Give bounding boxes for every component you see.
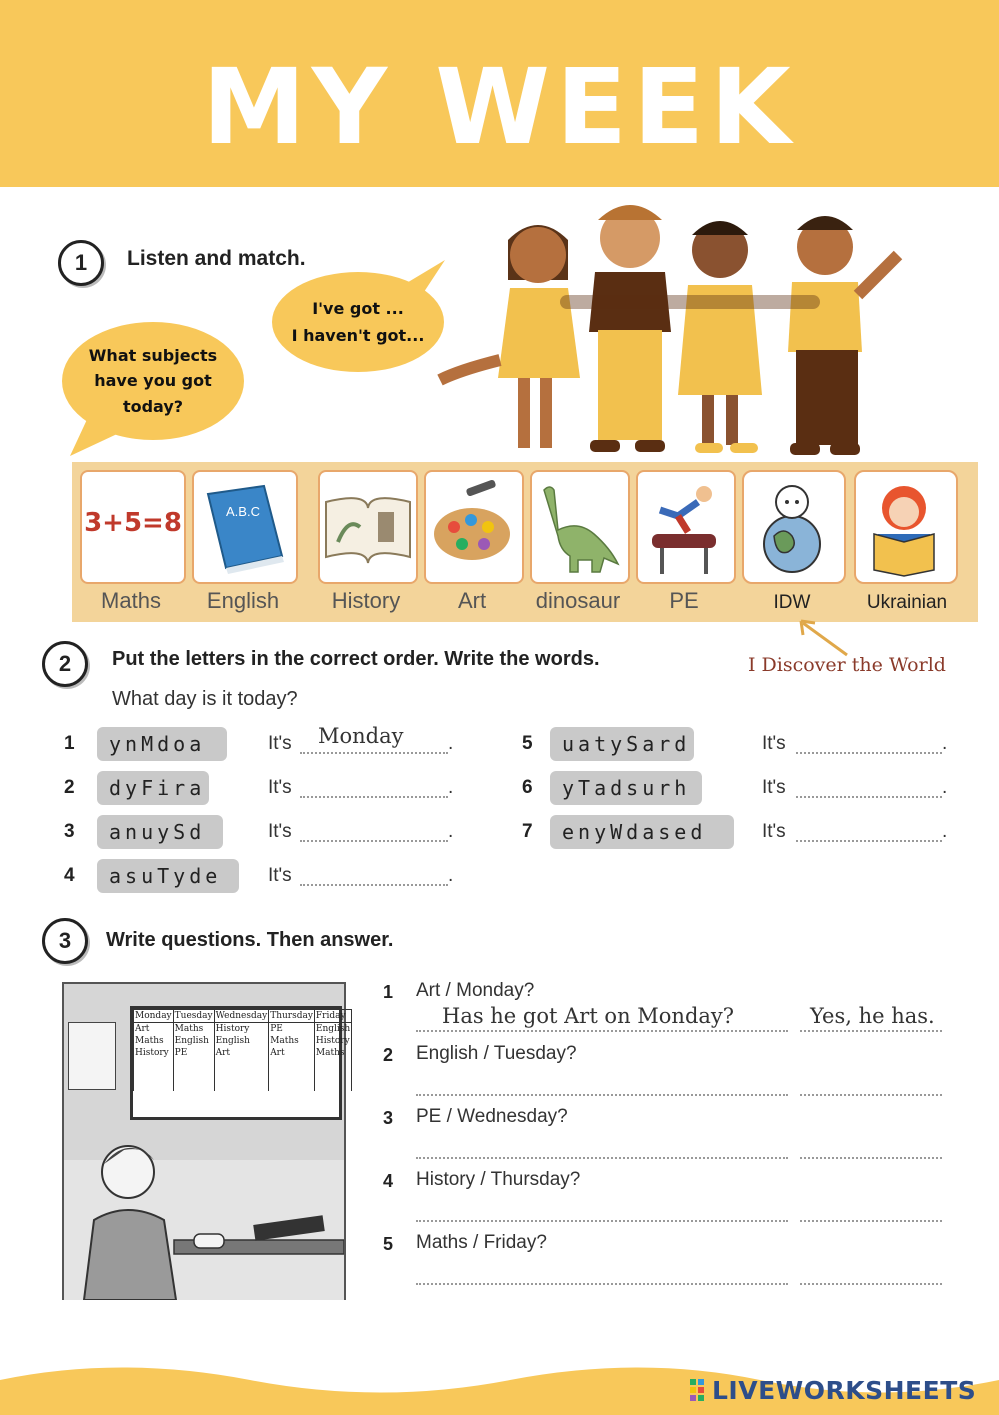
answer-field[interactable] — [300, 724, 448, 754]
card-label-idw: IDW — [773, 592, 811, 613]
idw-note: I Discover the World — [748, 654, 946, 676]
timetable-cell: History — [214, 1023, 269, 1036]
card-pe — [636, 470, 736, 584]
scrambled-word: ynMdoa — [97, 727, 227, 761]
timetable-board — [130, 1006, 351, 1120]
timetable-header: Monday — [135, 1011, 172, 1021]
question-field[interactable] — [416, 1004, 788, 1032]
card-label-history: History — [331, 588, 401, 613]
section-3-number: 3 — [42, 918, 88, 964]
its-label: It's — [762, 821, 786, 842]
question-number: 2 — [383, 1045, 394, 1065]
answer-field[interactable] — [796, 818, 942, 842]
question-field[interactable] — [416, 1198, 788, 1222]
history-book-icon — [320, 472, 412, 578]
its-label: It's — [762, 733, 786, 754]
card-label-dinosaur: dinosaur — [535, 588, 621, 613]
timetable-cell: Art — [134, 1023, 174, 1036]
timetable — [133, 1009, 352, 1091]
boy-at-desk-illustration — [64, 1124, 344, 1300]
card-label-english: English — [206, 588, 280, 613]
scrambled-word: anuySd — [97, 815, 223, 849]
card-label-art: Art — [457, 588, 487, 613]
answer-field[interactable] — [800, 1198, 942, 1222]
question-field[interactable] — [416, 1261, 788, 1285]
its-label: It's — [268, 821, 292, 842]
scrambled-word: yTadsurh — [550, 771, 702, 805]
notice-paper — [68, 1022, 116, 1090]
question-number: 5 — [383, 1234, 394, 1254]
timetable-cell: Maths — [134, 1035, 174, 1047]
speech-bubble-right-line2: I haven't got... — [291, 326, 425, 345]
timetable-cell: English — [173, 1035, 214, 1047]
item-number: 2 — [64, 777, 75, 798]
logo-grid-icon — [690, 1379, 712, 1403]
item-number: 4 — [64, 865, 75, 886]
timetable-cell: Maths — [314, 1047, 351, 1091]
timetable-cell: English — [315, 1024, 351, 1034]
item-number: 1 — [64, 733, 75, 754]
speech-bubble-left-text: What subjects have you got today? — [88, 345, 218, 416]
timetable-cell: PE — [269, 1023, 315, 1036]
question-prompt: English / Tuesday? — [416, 1043, 577, 1064]
timetable-header: Wednesday — [215, 1011, 268, 1021]
children-illustration — [430, 200, 920, 465]
period: . — [448, 821, 454, 842]
answer-field[interactable] — [800, 1004, 942, 1032]
item-number: 3 — [64, 821, 75, 842]
page-title: MY WEEK — [202, 46, 797, 168]
answer-field[interactable] — [300, 862, 448, 886]
period: . — [448, 865, 454, 886]
maths-icon: 3+5=8 — [84, 508, 182, 538]
answer-field[interactable] — [800, 1261, 942, 1285]
book-icon — [194, 472, 292, 578]
speech-bubble-right-line1: I've got ... — [312, 298, 404, 318]
item-number: 6 — [522, 777, 533, 798]
gymnastics-icon — [638, 472, 730, 578]
timetable-cell: Maths — [269, 1035, 315, 1047]
question-number: 4 — [383, 1171, 394, 1191]
timetable-header: Friday — [314, 1010, 351, 1023]
question-prompt: Maths / Friday? — [416, 1232, 547, 1253]
timetable-cell: History — [314, 1035, 351, 1047]
scrambled-word: asuTyde — [97, 859, 239, 893]
answer-text: Monday — [318, 724, 404, 748]
item-number: 7 — [522, 821, 533, 842]
answer-field[interactable] — [796, 774, 942, 798]
timetable-cell: History — [134, 1047, 174, 1091]
card-history — [318, 470, 418, 584]
answer-field[interactable] — [800, 1135, 942, 1159]
card-label-pe: PE — [669, 588, 699, 613]
section-2-number: 2 — [42, 641, 88, 687]
logo-text: LIVEWORKSHEETS — [712, 1376, 977, 1405]
period: . — [448, 777, 454, 798]
its-label: It's — [268, 777, 292, 798]
scrambled-word: enyWdased — [550, 815, 734, 849]
section-2-subheading: What day is it today? — [112, 688, 298, 710]
dinosaur-icon — [532, 472, 624, 578]
section-2-heading: Put the letters in the correct order. Write the words. — [112, 648, 600, 670]
timetable-cell: Art — [214, 1047, 269, 1091]
question-field[interactable] — [416, 1072, 788, 1096]
section-1-number: 1 — [58, 240, 104, 286]
palette-icon — [426, 472, 518, 578]
section-3-heading: Write questions. Then answer. — [106, 929, 394, 951]
scrambled-word: dyFira — [97, 771, 209, 805]
question-number: 1 — [383, 982, 394, 1002]
card-dinosaur — [530, 470, 630, 584]
period: . — [448, 733, 454, 754]
timetable-cell: Maths — [173, 1023, 214, 1036]
speech-bubble-right — [272, 272, 444, 372]
its-label: It's — [762, 777, 786, 798]
question-field[interactable] — [416, 1135, 788, 1159]
card-label-maths: Maths — [101, 588, 161, 613]
answer-field[interactable] — [300, 774, 448, 798]
question-text: Has he got Art on Monday? — [442, 1004, 735, 1028]
answer-field[interactable] — [796, 730, 942, 754]
question-prompt: PE / Wednesday? — [416, 1106, 568, 1127]
its-label: It's — [268, 733, 292, 754]
speech-bubble-left — [62, 322, 244, 440]
globe-baby-icon — [744, 472, 840, 578]
girl-reading-icon — [856, 472, 952, 578]
its-label: It's — [268, 865, 292, 886]
book-icon-text: A.B.C — [226, 504, 260, 519]
classroom-illustration — [62, 982, 351, 1300]
answer-field[interactable] — [300, 818, 448, 842]
period: . — [942, 821, 948, 842]
card-maths — [80, 470, 186, 584]
question-prompt: History / Thursday? — [416, 1169, 581, 1190]
timetable-header: Thursday — [270, 1011, 313, 1021]
answer-field[interactable] — [800, 1072, 942, 1096]
period: . — [942, 733, 948, 754]
scrambled-word: uatySard — [550, 727, 694, 761]
question-number: 3 — [383, 1108, 394, 1128]
item-number: 5 — [522, 733, 533, 754]
question-prompt: Art / Monday? — [416, 980, 535, 1001]
card-art — [424, 470, 524, 584]
timetable-header: Tuesday — [174, 1011, 213, 1021]
card-label-ukrainian: Ukrainian — [866, 592, 948, 613]
liveworksheets-logo[interactable] — [690, 1376, 976, 1405]
answer-text: Yes, he has. — [810, 1004, 935, 1028]
card-english — [192, 470, 298, 584]
card-idw — [742, 470, 846, 584]
timetable-cell: English — [214, 1035, 269, 1047]
timetable-cell: PE — [173, 1047, 214, 1091]
card-ukrainian — [854, 470, 958, 584]
period: . — [942, 777, 948, 798]
timetable-cell: Art — [269, 1047, 315, 1091]
section-1-heading: Listen and match. — [127, 247, 306, 270]
